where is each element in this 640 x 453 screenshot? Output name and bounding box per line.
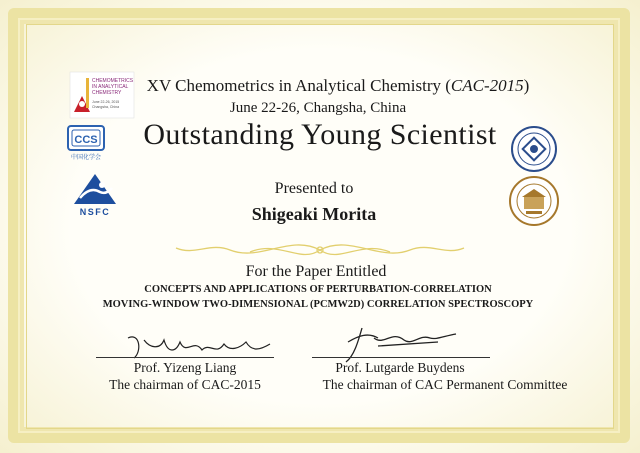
conf-logo-sub2: Changsha, China (92, 105, 120, 109)
award-title: Outstanding Young Scientist (143, 118, 497, 151)
nsfc-logo-text: NSFC (79, 207, 111, 217)
ccs-logo-text: CCS (74, 134, 98, 146)
conference-dates: June 22-26, Changsha, China (229, 100, 407, 116)
left-signatory-role: The chairman of CAC-2015 (109, 377, 261, 392)
ccs-logo-subtext: 中国化学会 (70, 154, 102, 161)
conf-logo-sub1: June 22-26, 2015 (92, 100, 120, 104)
right-signatory-role: The chairman of CAC Permanent Committee (322, 377, 568, 392)
left-signature-line (96, 357, 274, 358)
conference-title-main: XV Chemometrics in Analytical Chemistry ( (146, 76, 451, 95)
presented-to-label: Presented to (274, 180, 354, 197)
conf-logo-line3: CHEMISTRY (92, 90, 122, 96)
conf-logo-line1: CHEMOMETRICS (92, 78, 134, 84)
paper-title-line1: CONCEPTS AND APPLICATIONS OF PERTURBATION-CORRELATION (144, 284, 492, 295)
right-signatory-name: Prof. Lutgarde Buydens (335, 360, 465, 375)
right-signature-line (312, 357, 490, 358)
left-signatory-name: Prof. Yizeng Liang (133, 360, 237, 375)
paper-title-line2: MOVING-WINDOW TWO-DIMENSIONAL (PCMW2D) CORRELATION SPECTROSCOPY (102, 299, 534, 310)
recipient-name: Shigeaki Morita (251, 204, 377, 224)
conference-title-close: ) (523, 76, 530, 95)
left-signature-icon (120, 328, 280, 364)
conference-title (18, 76, 640, 96)
paper-label: For the Paper Entitled (245, 263, 387, 280)
conf-logo-line2: IN ANALYTICAL (92, 84, 129, 90)
conference-abbrev: CAC-2015 (450, 76, 524, 95)
